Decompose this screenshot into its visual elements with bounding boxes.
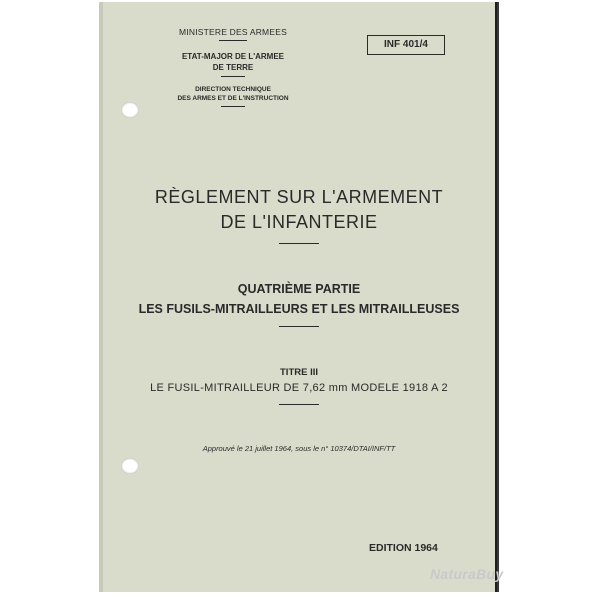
divider (279, 243, 319, 244)
document-cover (103, 2, 495, 592)
divider (279, 404, 319, 405)
divider (219, 40, 247, 41)
main-title: RÈGLEMENT SUR L'ARMEMENT DE L'INFANTERIE (103, 185, 495, 244)
edition-label: EDITION 1964 (369, 542, 438, 554)
divider (221, 76, 245, 77)
approval-note: Approuvé le 21 juillet 1964, sous le n° 10374/DTAI/INF/TT (202, 444, 396, 453)
direction-name: DIRECTION TECHNIQUE DES ARMES ET DE L'INSTRUCTION (177, 86, 289, 102)
document-reference: INF 401/4 (367, 35, 445, 55)
part-title: QUATRIÈME PARTIE LES FUSILS-MITRAILLEURS ET LES MITRAILLEUSES (103, 279, 495, 327)
divider (221, 106, 245, 107)
titre-subject: LE FUSIL-MITRAILLEUR DE 7,62 mm MODELE 1918 A 2 (103, 382, 495, 405)
staff-name: ETAT-MAJOR DE L'ARMEE DE TERRE (181, 52, 285, 72)
titre-heading: TITRE III (280, 367, 318, 378)
watermark: NaturaBuy (430, 566, 504, 582)
divider (279, 326, 319, 327)
issuing-authority (133, 27, 333, 107)
ministry-name: MINISTERE DES ARMEES (179, 27, 287, 37)
punch-hole-bottom (121, 458, 139, 474)
